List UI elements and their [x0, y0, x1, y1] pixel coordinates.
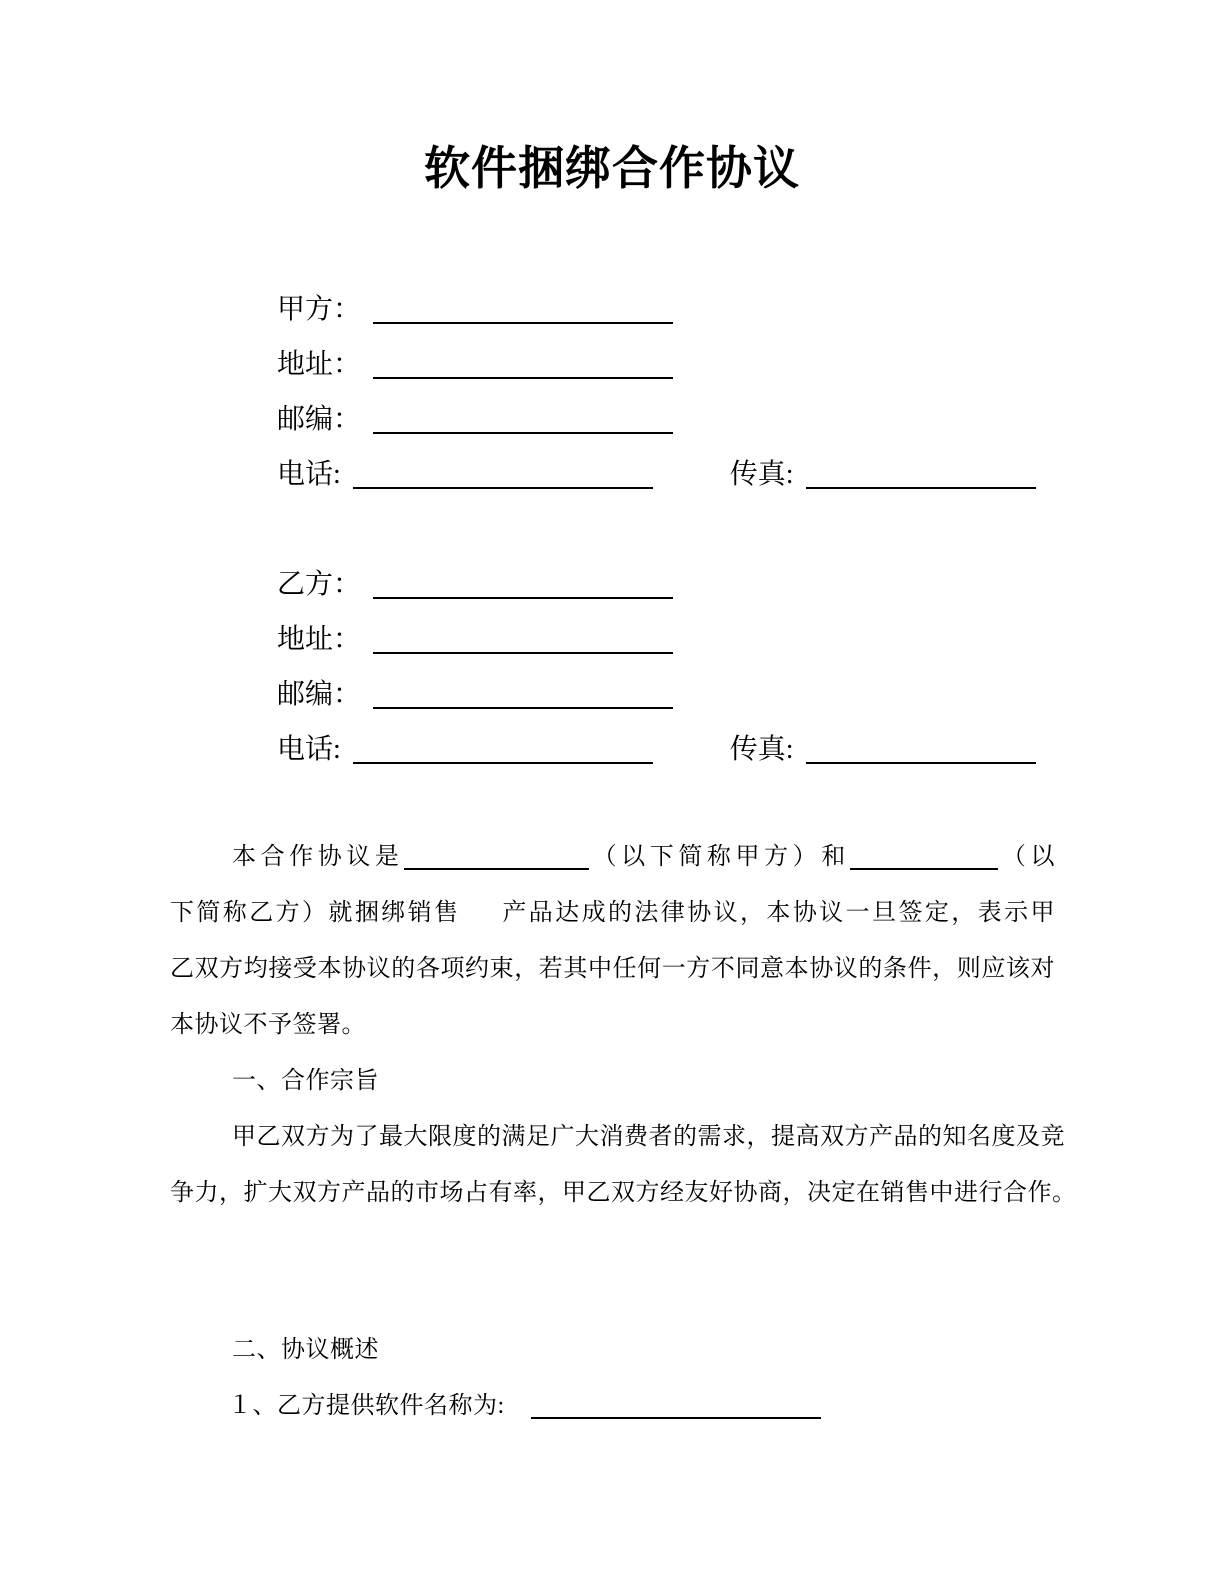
intro-line1-text-a: 本合作协议是 — [232, 844, 404, 870]
intro-line2-text-a: 下简称乙方）就捆绑销售 — [170, 900, 461, 926]
party-b-form — [277, 557, 1224, 777]
party-a-form — [277, 282, 1224, 502]
intro-line1-text-b: （以下简称甲方）和 — [588, 844, 850, 870]
party-a-postcode-row — [277, 392, 1224, 447]
party-b-name-label: 乙方： — [277, 569, 362, 600]
party-a-phone-fax-row — [277, 447, 1224, 502]
party-b-postcode-row — [277, 667, 1224, 722]
party-b-name-row — [277, 557, 1224, 612]
party-a-name-row — [277, 282, 1224, 337]
intro-paragraph — [170, 829, 1077, 1221]
section-overview-item-1 — [170, 1378, 1055, 1434]
party-b-address-row — [277, 612, 1224, 667]
party-b-postcode-blank[interactable] — [373, 677, 673, 709]
party-b-phone-label: 电话: — [277, 734, 341, 765]
party-b-name-inline-blank[interactable] — [850, 838, 998, 870]
party-b-address-blank[interactable] — [373, 622, 673, 654]
party-b-phone-blank[interactable] — [353, 732, 653, 764]
software-name-label: １、乙方提供软件名称为: — [228, 1393, 505, 1419]
party-a-address-row — [277, 337, 1224, 392]
party-a-phone-label: 电话: — [277, 459, 341, 490]
party-a-address-label: 地址： — [277, 349, 362, 380]
section-overview — [170, 1322, 1055, 1434]
party-a-phone-blank[interactable] — [353, 457, 653, 489]
party-a-postcode-label: 邮编： — [277, 404, 362, 435]
party-a-fax-label: 传真: — [729, 459, 794, 490]
section-purpose-line-2: 争力，扩大双方产品的市场占有率，甲乙双方经友好协商，决定在销售中进行合作。 — [170, 1180, 1077, 1206]
party-a-name-label: 甲方： — [277, 294, 362, 325]
party-b-fax-label: 传真: — [729, 734, 794, 765]
section-purpose-heading: 一、合作宗旨 — [232, 1068, 379, 1094]
party-a-name-blank[interactable] — [373, 292, 673, 324]
intro-line-1 — [170, 829, 1055, 885]
intro-line-4: 本协议不予签署。 — [170, 1012, 366, 1038]
intro-line1-text-c: （以 — [997, 844, 1056, 870]
party-b-postcode-label: 邮编： — [277, 679, 362, 710]
party-a-address-blank[interactable] — [373, 347, 673, 379]
party-b-address-label: 地址： — [277, 624, 362, 655]
intro-line-3: 乙双方均接受本协议的各项约束，若其中任何一方不同意本协议的条件，则应该对 — [170, 956, 1055, 982]
intro-line-2 — [170, 885, 1055, 941]
section-purpose-line-1: 甲乙双方为了最大限度的满足广大消费者的需求，提高双方产品的知名度及竞 — [232, 1124, 1065, 1150]
party-b-fax-blank[interactable] — [806, 732, 1036, 764]
party-a-name-inline-blank[interactable] — [404, 838, 589, 870]
software-name-blank[interactable] — [531, 1387, 821, 1419]
party-a-fax-blank[interactable] — [806, 457, 1036, 489]
party-a-postcode-blank[interactable] — [373, 402, 673, 434]
intro-line2-text-b: 产品达成的法律协议，本协议一旦签定，表示甲 — [500, 900, 1055, 926]
party-b-name-blank[interactable] — [373, 567, 673, 599]
party-b-phone-fax-row — [277, 722, 1224, 777]
section-overview-heading: 二、协议概述 — [232, 1337, 379, 1363]
document-title: 软件捆绑合作协议 — [424, 142, 800, 194]
